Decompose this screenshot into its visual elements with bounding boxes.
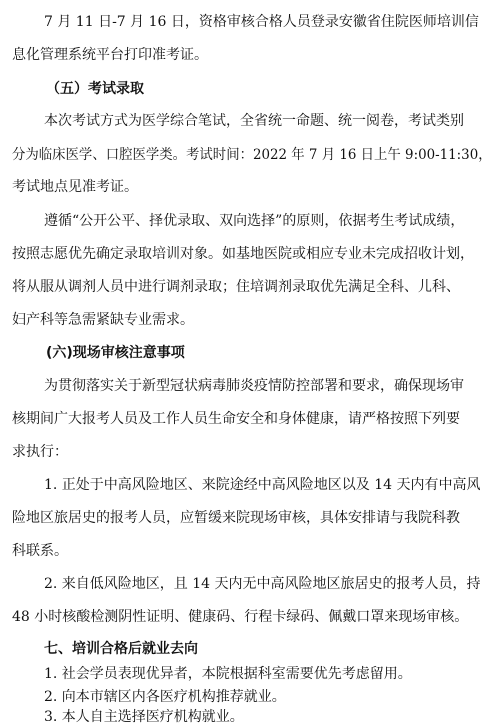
text-line: 将从服从调剂人员中进行调剂录取；住培调剂录取优先满足全科、儿科、 (12, 279, 460, 295)
text-line: 分为临床医学、口腔医学类。考试时间：2022 年 7 月 16 日上午 9:00-11:30， (12, 147, 492, 163)
text-line: 1. 正处于中高风险地区、来院途经中高风险地区以及 14 天内有中高风 (44, 477, 481, 493)
text-line: 2. 向本市辖区内各医疗机构推荐就业。 (44, 689, 286, 705)
text-line: 7 月 11 日-7 月 16 日，资格审核合格人员登录安徽省住院医师培训信 (44, 14, 479, 30)
section-heading-employment: 七、培训合格后就业去向 (44, 641, 198, 657)
section-heading-exam-admission: （五）考试录取 (46, 81, 144, 97)
text-line: 科联系。 (12, 543, 68, 559)
text-line: 本次考试方式为医学综合笔试，全省统一命题、统一阅卷，考试类别 (44, 113, 464, 129)
text-line: 为贯彻落实关于新型冠状病毒肺炎疫情防控部署和要求，确保现场审 (44, 378, 464, 394)
text-line: 核期间广大报考人员及工作人员生命安全和身体健康，请严格按照下列要 (12, 411, 460, 427)
text-line: 3. 本人自主选择医疗机构就业。 (44, 709, 244, 725)
text-line: 按照志愿优先确定录取培训对象。如基地医院或相应专业未完成招收计划， (12, 246, 474, 262)
text-line: 妇产科等急需紧缺专业需求。 (12, 312, 194, 328)
text-line: 遵循“公开公平、择优录取、双向选择”的原则，依据考生考试成绩， (44, 213, 465, 229)
text-line: 险地区旅居史的报考人员，应暂缓来院现场审核，具体安排请与我院科教 (12, 510, 460, 526)
text-line: 考试地点见准考证。 (12, 179, 138, 195)
text-line: 求执行： (12, 444, 68, 460)
text-line: 息化管理系统平台打印准考证。 (12, 47, 208, 63)
text-line: 1. 社会学员表现优异者，本院根据科室需要优先考虑留用。 (44, 666, 412, 682)
text-line: 48 小时核酸检测阴性证明、健康码、行程卡绿码、佩戴口罩来现场审核。 (12, 609, 469, 625)
section-heading-onsite-review: (六)现场审核注意事项 (46, 345, 185, 361)
text-line: 2. 来自低风险地区，且 14 天内无中高风险地区旅居史的报考人员，持 (44, 576, 481, 592)
